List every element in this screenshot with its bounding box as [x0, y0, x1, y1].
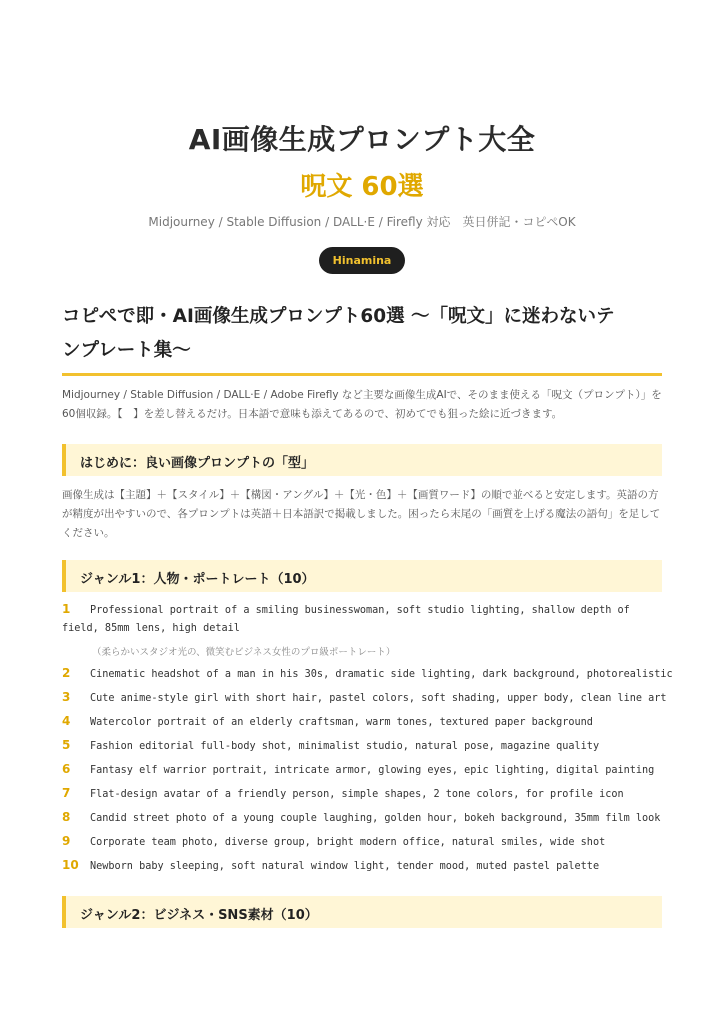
- prompt-item: [62, 666, 673, 684]
- prompt-number: 4: [62, 714, 71, 728]
- section-title: ジャンル2：ビジネス・SNS素材（10）: [80, 908, 318, 923]
- prompt-item: [62, 690, 667, 708]
- prompt-number: 7: [62, 786, 71, 800]
- page-subtitle: 呪文 60選: [300, 172, 424, 202]
- article-intro: Midjourney / Stable Diffusion / DALL·E / Adobe Firefly など主要な画像生成AIで、そのまま使える「呪文（プロンプト）」を60個収録。【 】を差し替えるだけ。日本語で意味も添えてあるので、初めてでも狙った絵に近づきます。: [62, 389, 662, 420]
- prompt-item: [62, 858, 662, 876]
- section-header-intro: [62, 444, 662, 476]
- prompt-text[interactable]: Fantasy elf warrior portrait, intricate armor, glowing eyes, epic lighting, digital painting: [90, 765, 655, 776]
- prompt-item: [62, 834, 662, 852]
- prompt-item: [62, 810, 662, 828]
- prompt-item: [62, 786, 662, 804]
- prompt-item: [62, 714, 662, 732]
- article-heading-line1: コピペで即・AI画像生成プロンプト60選 〜「呪文」に迷わないテ: [62, 306, 615, 327]
- prompt-text[interactable]: Flat-design avatar of a friendly person, simple shapes, 2 tone colors, for profile icon: [90, 789, 624, 800]
- prompt-translation: （柔らかいスタジオ光の、微笑むビジネス女性のプロ級ポートレート）: [92, 647, 396, 658]
- section-header-genre2: [62, 896, 662, 928]
- section-header-genre1: [62, 560, 662, 592]
- prompt-number: 5: [62, 738, 71, 752]
- prompt-number: 1: [62, 602, 71, 616]
- prompt-number: 6: [62, 762, 71, 776]
- author-wrap: [62, 247, 662, 274]
- prompt-number: 2: [62, 666, 71, 680]
- prompt-text[interactable]: Watercolor portrait of an elderly craftsman, warm tones, textured paper background: [90, 717, 593, 728]
- tagline: Midjourney / Stable Diffusion / DALL·E / Firefly 対応 英日併記・コピペOK: [148, 215, 576, 229]
- page-title: AI画像生成プロンプト大全: [188, 123, 536, 156]
- prompt-text[interactable]: Professional portrait of a smiling businesswoman, soft studio lighting, shallow depth of field, 85mm lens, high detail: [62, 605, 630, 634]
- prompt-text[interactable]: Fashion editorial full-body shot, minimalist studio, natural pose, magazine quality: [90, 741, 600, 752]
- article-heading-line2: ンプレート集〜: [62, 340, 191, 361]
- section-title: ジャンル1：人物・ポートレート（10）: [80, 572, 315, 587]
- author-badge: Hinamina: [319, 247, 406, 274]
- prompt-number: 3: [62, 690, 71, 704]
- prompt-number: 10: [62, 858, 79, 872]
- heading-divider: [62, 373, 662, 376]
- prompt-text[interactable]: Cute anime-style girl with short hair, pastel colors, soft shading, upper body, clean line art: [90, 693, 667, 704]
- section-body: 画像生成は【主題】＋【スタイル】＋【構図・アングル】＋【光・色】＋【画質ワード】の順で並べると安定します。英語の方が精度が出やすいので、各プロンプトは英語＋日本語訳で掲載しました。困ったら末尾の「画質を上げる魔法の語句」を足してください。: [62, 489, 661, 539]
- prompt-number: 8: [62, 810, 71, 824]
- article-heading: [62, 300, 662, 368]
- prompt-item: [62, 762, 662, 780]
- prompt-text[interactable]: Newborn baby sleeping, soft natural window light, tender mood, muted pastel palette: [90, 861, 600, 872]
- prompt-text[interactable]: Candid street photo of a young couple laughing, golden hour, bokeh background, 35mm film look: [90, 813, 661, 824]
- prompt-item: [62, 738, 662, 756]
- prompt-item: [62, 602, 662, 658]
- prompt-text[interactable]: Corporate team photo, diverse group, bright modern office, natural smiles, wide shot: [90, 837, 606, 848]
- section-title: はじめに：良い画像プロンプトの「型」: [80, 456, 315, 471]
- prompt-text[interactable]: Cinematic headshot of a man in his 30s, dramatic side lighting, dark background, photorealistic: [90, 669, 673, 680]
- prompt-number: 9: [62, 834, 71, 848]
